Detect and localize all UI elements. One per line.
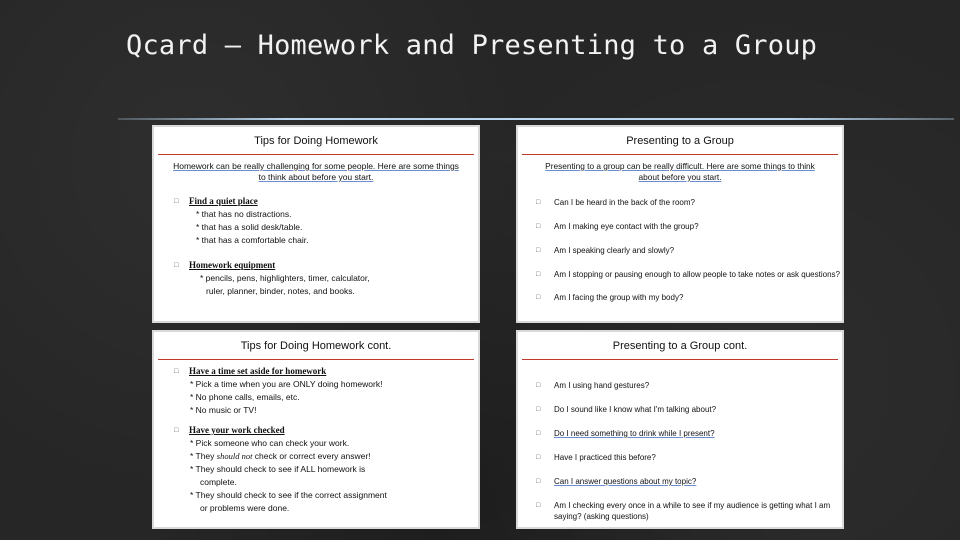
checkbox-icon: □ (536, 247, 541, 254)
list-item: □ Do I need something to drink while I present? (536, 429, 715, 438)
title-divider (118, 118, 954, 120)
checkbox-icon: □ (174, 368, 179, 375)
list-item: ruler, planner, binder, notes, and books. (206, 286, 355, 296)
card-divider (158, 359, 474, 360)
list-item: □ Do I sound like I know what I'm talking about? (536, 405, 717, 414)
heading-text: Have your work checked (189, 425, 285, 435)
list-item: or problems were done. (200, 503, 290, 513)
list-item: □ Am I facing the group with my body? (536, 293, 684, 302)
card-title: Tips for Doing Homework (254, 135, 378, 147)
checkbox-icon: □ (536, 430, 541, 437)
heading-text: Have a time set aside for homework (189, 366, 327, 376)
heading-text: Homework equipment (189, 260, 276, 270)
list-item: □ Am I using hand gestures? (536, 381, 650, 390)
emphasis-text: should not (216, 451, 253, 461)
checkbox-icon: □ (536, 294, 541, 301)
checkbox-icon: □ (536, 199, 541, 206)
list-item: * that has no distractions. (196, 209, 292, 219)
checkbox-icon: □ (174, 262, 179, 269)
presenting-cont-card (516, 330, 844, 529)
homework-tips-cont-card (152, 330, 480, 529)
checkbox-icon: □ (174, 198, 179, 205)
list-item: * that has a comfortable chair. (196, 235, 309, 245)
list-item: * that has a solid desk/table. (196, 222, 303, 232)
list-item: □ Can I answer questions about my topic? (536, 477, 697, 486)
text-part: check or correct every answer! (252, 451, 371, 461)
checkbox-icon: □ (536, 502, 541, 509)
checkbox-icon: □ (536, 406, 541, 413)
list-item: □ Am I speaking clearly and slowly? (536, 246, 675, 255)
list-item: □ Can I be heard in the back of the room? (536, 198, 695, 207)
card-title: Presenting to a Group cont. (612, 340, 748, 352)
section-heading (174, 424, 478, 437)
card-title: Tips for Doing Homework cont. (240, 340, 392, 352)
card-divider (522, 154, 838, 155)
checkbox-icon: □ (536, 478, 541, 485)
slide-title: Qcard – Homework and Presenting to a Group (126, 30, 818, 61)
text-part: * They (190, 451, 217, 461)
list-item: □ Am I making eye contact with the group? (536, 222, 699, 231)
intro-line: about before you start. (638, 172, 722, 182)
list-item (190, 450, 478, 463)
card-title: Presenting to a Group (626, 135, 734, 147)
checkbox-icon: □ (536, 223, 541, 230)
homework-tips-card (152, 125, 480, 323)
intro-line: Presenting to a group can be really difficult. Here are some things to think (545, 161, 815, 171)
section-heading (174, 259, 478, 272)
section-heading (174, 195, 478, 208)
intro-line: Homework can be really challenging for some people. Here are some things (173, 161, 459, 171)
list-item: * No music or TV! (190, 405, 257, 415)
list-item: □ Am I checking every once in a while to see if my audience is getting what I am saying? (asking questions) (536, 501, 831, 521)
checkbox-icon: □ (536, 382, 541, 389)
card-divider (158, 154, 474, 155)
list-item: complete. (200, 477, 237, 487)
card-divider (522, 359, 838, 360)
list-item: □ Have I practiced this before? (536, 453, 656, 462)
presenting-card (516, 125, 844, 323)
checkbox-icon: □ (174, 427, 179, 434)
list-item: * pencils, pens, highlighters, timer, calculator, (200, 273, 370, 283)
checkbox-icon: □ (536, 271, 541, 278)
list-item: * They should check to see if the correct assignment (190, 490, 387, 500)
list-item: * No phone calls, emails, etc. (190, 392, 300, 402)
list-item: * Pick a time when you are ONLY doing homework! (190, 379, 383, 389)
list-item: * They should check to see if ALL homework is (190, 464, 366, 474)
heading-text: Find a quiet place (189, 196, 258, 206)
section-heading (174, 365, 478, 378)
intro-line: to think about before you start. (258, 172, 374, 182)
list-item: * Pick someone who can check your work. (190, 438, 350, 448)
list-item: □ Am I stopping or pausing enough to allow people to take notes or ask questions? (536, 270, 840, 279)
card-intro (164, 161, 468, 183)
checkbox-icon: □ (536, 454, 541, 461)
card-intro (528, 161, 832, 183)
